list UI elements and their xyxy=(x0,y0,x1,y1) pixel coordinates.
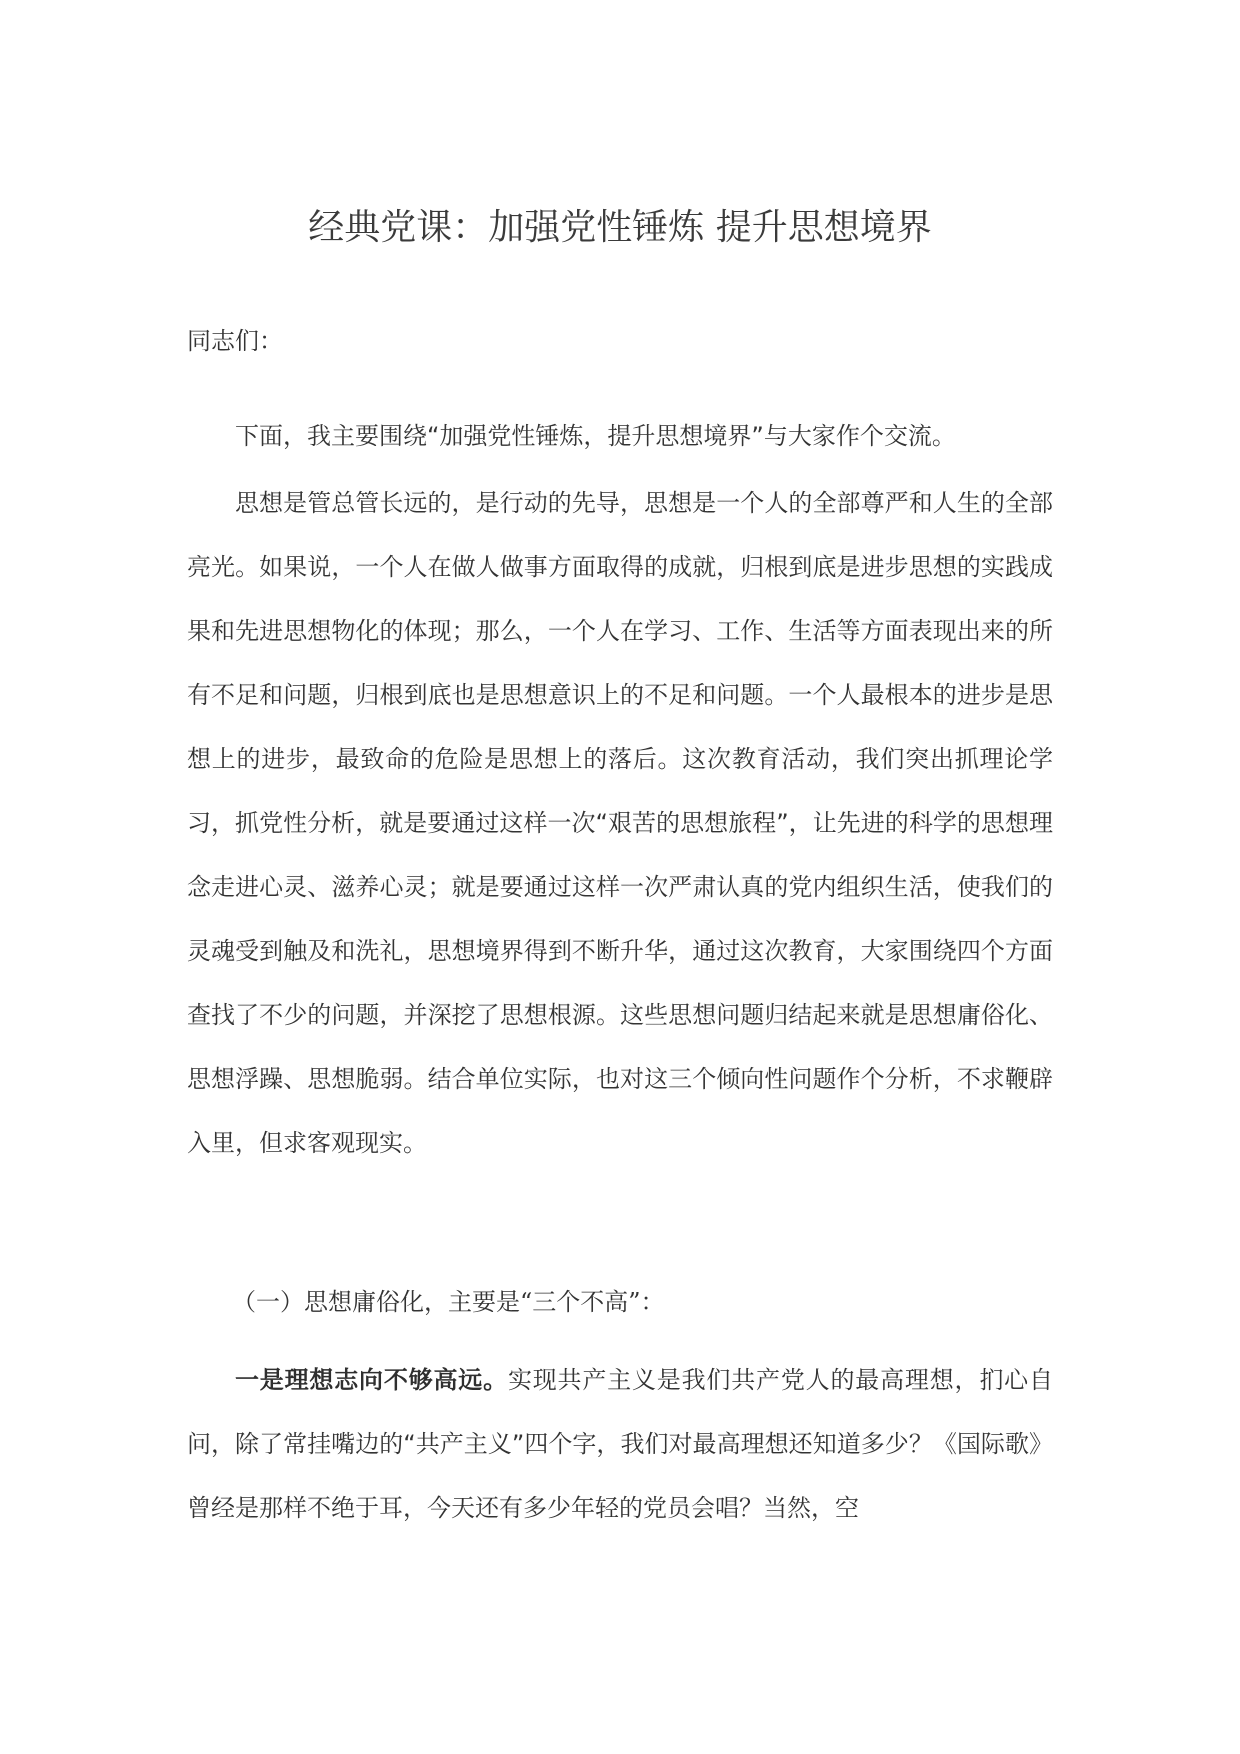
point-one-paragraph xyxy=(187,1348,1053,1540)
document-title: 经典党课：加强党性锤炼 提升思想境界 xyxy=(308,207,932,248)
main-paragraph: 思想是管总管长远的，是行动的先导，思想是一个人的全部尊严和人生的全部亮光。如果说，一个人在做人做事方面取得的成就，归根到底是进步思想的实践成果和先进思想物化的体现；那么，一个人在学习、工作、生活等方面表现出来的所有不足和问题，归根到底也是思想意识上的不足和问题。一个人最根本的进步是思想上的进步，最致命的危险是思想上的落后。这次教育活动，我们突出抓理论学习，抓党性分析，就是要通过这样一次“艰苦的思想旅程”，让先进的科学的思想理念走进心灵、滋养心灵；就是要通过这样一次严肃认真的党内组织生活，使我们的灵魂受到触及和洗礼，思想境界得到不断升华，通过这次教育，大家围绕四个方面查找了不少的问题，并深挖了思想根源。这些思想问题归结起来就是思想庸俗化、思想浮躁、思想脆弱。结合单位实际，也对这三个倾向性问题作个分析，不求鞭辟入里，但求客观现实。 xyxy=(187,489,1053,1157)
point-one-text: 实现共产主义是我们共产党人的最高理想，扪心自问，除了常挂嘴边的“共产主义”四个字，我们对最高理想还知道多少？《国际歌》曾经是那样不绝于耳，今天还有多少年轻的党员会唱？当然，空 xyxy=(187,1366,1053,1522)
section-heading: （一）思想庸俗化，主要是“三个不高”： xyxy=(232,1288,665,1316)
intro-paragraph: 下面，我主要围绕“加强党性锤炼，提升思想境界”与大家作个交流。 xyxy=(235,422,956,450)
point-one-lead: 一是理想志向不够高远。 xyxy=(235,1366,508,1394)
salutation: 同志们： xyxy=(187,327,283,355)
